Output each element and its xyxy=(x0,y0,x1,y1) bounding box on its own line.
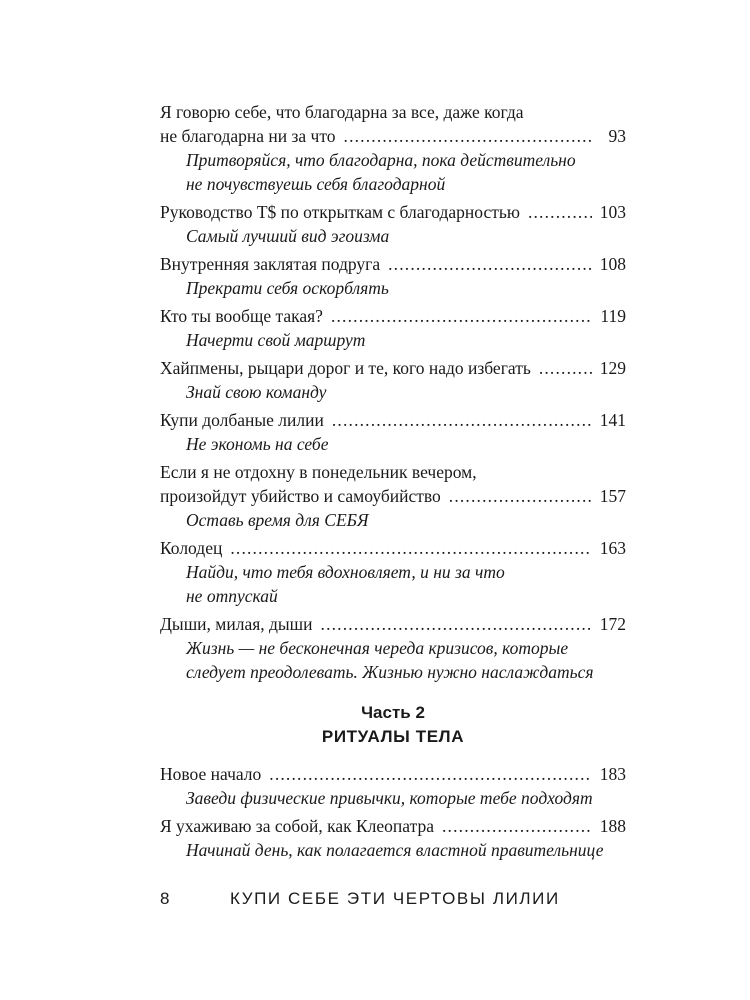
entry-title: Руководство Т$ по открыткам с благодарностью xyxy=(160,202,520,222)
entry-subtitle: Самый лучший вид эгоизма xyxy=(186,226,390,246)
entry-subtitle: Начерти свой маршрут xyxy=(186,330,366,350)
dot-leader xyxy=(331,304,592,328)
dot-leader xyxy=(230,536,592,560)
toc-entry xyxy=(160,460,626,532)
entry-subtitle: не отпускай xyxy=(186,586,278,606)
entry-title: Я ухаживаю за собой, как Клеопатра xyxy=(160,816,434,836)
dot-leader xyxy=(269,762,592,786)
page-number: 8 xyxy=(160,889,170,908)
entry-subtitle: Прекрати себя оскорблять xyxy=(186,278,389,298)
entry-page-number: 163 xyxy=(599,538,626,558)
toc-entry xyxy=(160,408,626,456)
entry-subtitle: Притворяйся, что благодарна, пока действительно xyxy=(186,150,576,170)
entry-subtitle: Не экономь на себе xyxy=(186,434,329,454)
toc-entry xyxy=(160,536,626,608)
entry-page-number: 119 xyxy=(600,306,626,326)
entry-subtitle: следует преодолевать. Жизнью нужно наслаждаться xyxy=(186,662,594,682)
entry-title: Купи долбаные лилии xyxy=(160,410,324,430)
entry-page-number: 157 xyxy=(599,486,626,506)
entry-title: не благодарна ни за что xyxy=(160,126,336,146)
toc-entry xyxy=(160,252,626,300)
part-title: РИТУАЛЫ ТЕЛА xyxy=(321,727,465,746)
entry-title: Колодец xyxy=(160,538,223,558)
entry-title: Кто ты вообще такая? xyxy=(160,306,323,326)
toc-part-2 xyxy=(160,762,626,866)
running-footer xyxy=(160,887,630,911)
book-title: КУПИ СЕБЕ ЭТИ ЧЕРТОВЫ ЛИЛИИ xyxy=(230,889,560,908)
toc-entry xyxy=(160,356,626,404)
entry-subtitle: Оставь время для СЕБЯ xyxy=(186,510,369,530)
dot-leader xyxy=(321,612,592,636)
entry-page-number: 188 xyxy=(599,816,626,836)
dot-leader xyxy=(539,356,592,380)
toc-entry xyxy=(160,814,626,862)
entry-title: Хайпмены, рыцари дорог и те, кого надо избегать xyxy=(160,358,531,378)
entry-page-number: 108 xyxy=(599,254,626,274)
entry-page-number: 141 xyxy=(599,410,626,430)
entry-title: произойдут убийство и самоубийство xyxy=(160,486,441,506)
dot-leader xyxy=(388,252,592,276)
toc-entry xyxy=(160,200,626,248)
toc-entry xyxy=(160,100,626,196)
entry-page-number: 172 xyxy=(599,614,626,634)
toc-entry xyxy=(160,762,626,810)
entry-page-number: 93 xyxy=(608,126,626,146)
entry-subtitle: Жизнь — не бесконечная череда кризисов, которые xyxy=(186,638,569,658)
dot-leader xyxy=(344,124,592,148)
entry-subtitle: Заведи физические привычки, которые тебе подходят xyxy=(186,788,593,808)
part-label: Часть 2 xyxy=(361,703,425,722)
entry-title: Внутренняя заклятая подруга xyxy=(160,254,381,274)
entry-subtitle: Знай свою команду xyxy=(186,382,327,402)
entry-title: Новое начало xyxy=(160,764,262,784)
dot-leader xyxy=(528,200,592,224)
entry-subtitle: Найди, что тебя вдохновляет, и ни за что xyxy=(186,562,505,582)
entry-page-number: 183 xyxy=(599,764,626,784)
entry-title-line: Я говорю себе, что благодарна за все, даже когда xyxy=(160,102,524,122)
dot-leader xyxy=(449,484,592,508)
entry-title: Дыши, милая, дыши xyxy=(160,614,313,634)
toc-part-1-continued xyxy=(160,100,626,688)
entry-page-number: 129 xyxy=(599,358,626,378)
entry-subtitle: не почувствуешь себя благодарной xyxy=(186,174,446,194)
dot-leader xyxy=(332,408,592,432)
part-heading xyxy=(160,702,626,750)
entry-subtitle: Начинай день, как полагается властной правительнице xyxy=(186,840,604,860)
toc-entry xyxy=(160,612,626,684)
dot-leader xyxy=(442,814,592,838)
entry-title-line: Если я не отдохну в понедельник вечером, xyxy=(160,462,477,482)
toc-entry xyxy=(160,304,626,352)
entry-page-number: 103 xyxy=(599,202,626,222)
